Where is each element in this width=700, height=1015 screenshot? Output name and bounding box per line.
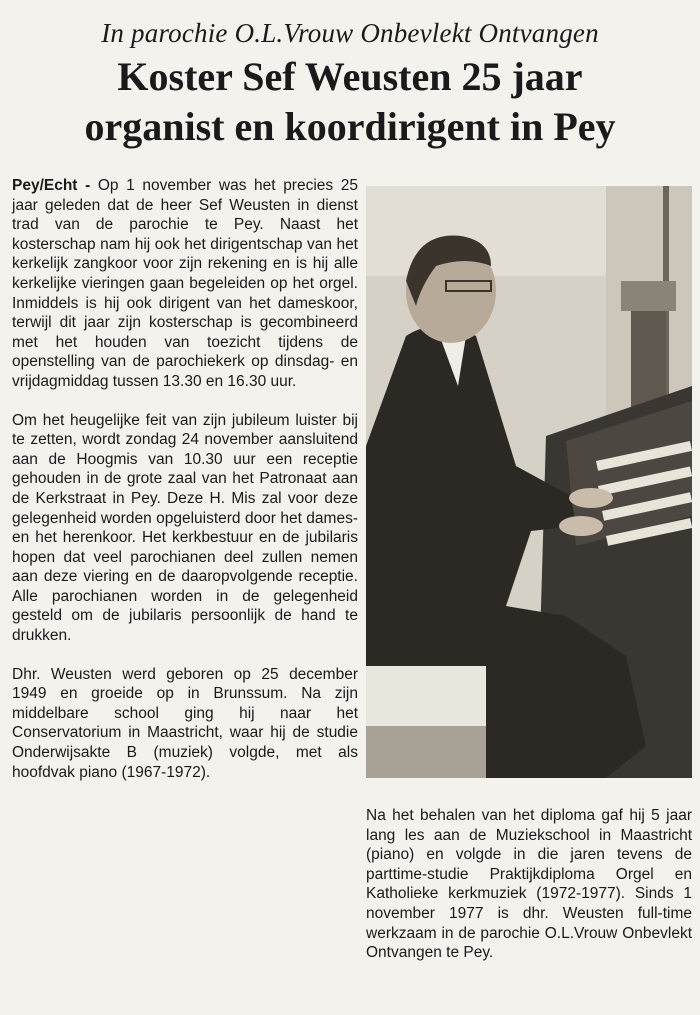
kicker: In parochie O.L.Vrouw Onbevlekt Ontvangen (101, 18, 599, 48)
right-column (366, 806, 692, 982)
headline-line-2: organist en koordirigent in Pey (84, 104, 616, 149)
paragraph-1-text: Op 1 november was het precies 25 jaar geleden dat de heer Sef Weusten in dienst trad van de parochie te Pey. Naast het kosterschap nam hij ook het dirigentschap van het kerkelijk zangkoor voor zijn rekening en is hij alle kerkelijke vieringen gaan begeleiden op het orgel. Inmiddels is hij ook dirigent van het dameskoor, terwijl dit jaar zijn kosterschap is gecombineerd met het houden van toezicht tijdens de openstelling van de parochiekerk op dinsdag- en vrijdagmiddag tussen 13.30 en 16.30 uur. (12, 177, 358, 390)
organist-photo-illustration (366, 186, 692, 778)
dateline: Pey/Echt - (12, 177, 91, 194)
article-photo (366, 186, 692, 778)
paragraph-1 (12, 176, 358, 392)
paragraph-3: Dhr. Weusten werd geboren op 25 december 1949 en groeide op in Brunssum. Na zijn middelbare school ging hij naar het Conservatorium in Maastricht, waar hij de studie Onderwijsakte B (muziek) volgde, met als hoofdvak piano (1967-1972). (12, 665, 358, 781)
headline-line-1: Koster Sef Weusten 25 jaar (117, 54, 583, 99)
headline (0, 52, 700, 152)
paragraph-4: Na het behalen van het diploma gaf hij 5 jaar lang les aan de Muziekschool in Maastricht (piano) en volgde in die jaren tevens de parttime-studie Praktijkdiploma Orgel en Katholieke kerkmuziek (1972-1977). Sinds 1 november 1977 is dhr. Weusten full-time werkzaam in de parochie O.L.Vrouw Onbevlekt Ontvangen te Pey. (366, 807, 692, 962)
left-column (12, 176, 358, 801)
paragraph-2: Om het heugelijke feit van zijn jubileum luister bij te zetten, wordt zondag 24 november aansluitend aan de Hoogmis van 10.30 uur een receptie gehouden in de grote zaal van het Patronaat aan de Kerkstraat in Pey. Deze H. Mis zal voor deze gelegenheid worden opgeluisterd door het dames- en het herenkoor. Het kerkbestuur en de jubilaris hopen dat veel parochianen deel zullen nemen aan deze viering en de daaropvolgende receptie. Alle parochianen worden in de gelegenheid gesteld om de jubilaris persoonlijk de hand te drukken. (12, 411, 358, 645)
